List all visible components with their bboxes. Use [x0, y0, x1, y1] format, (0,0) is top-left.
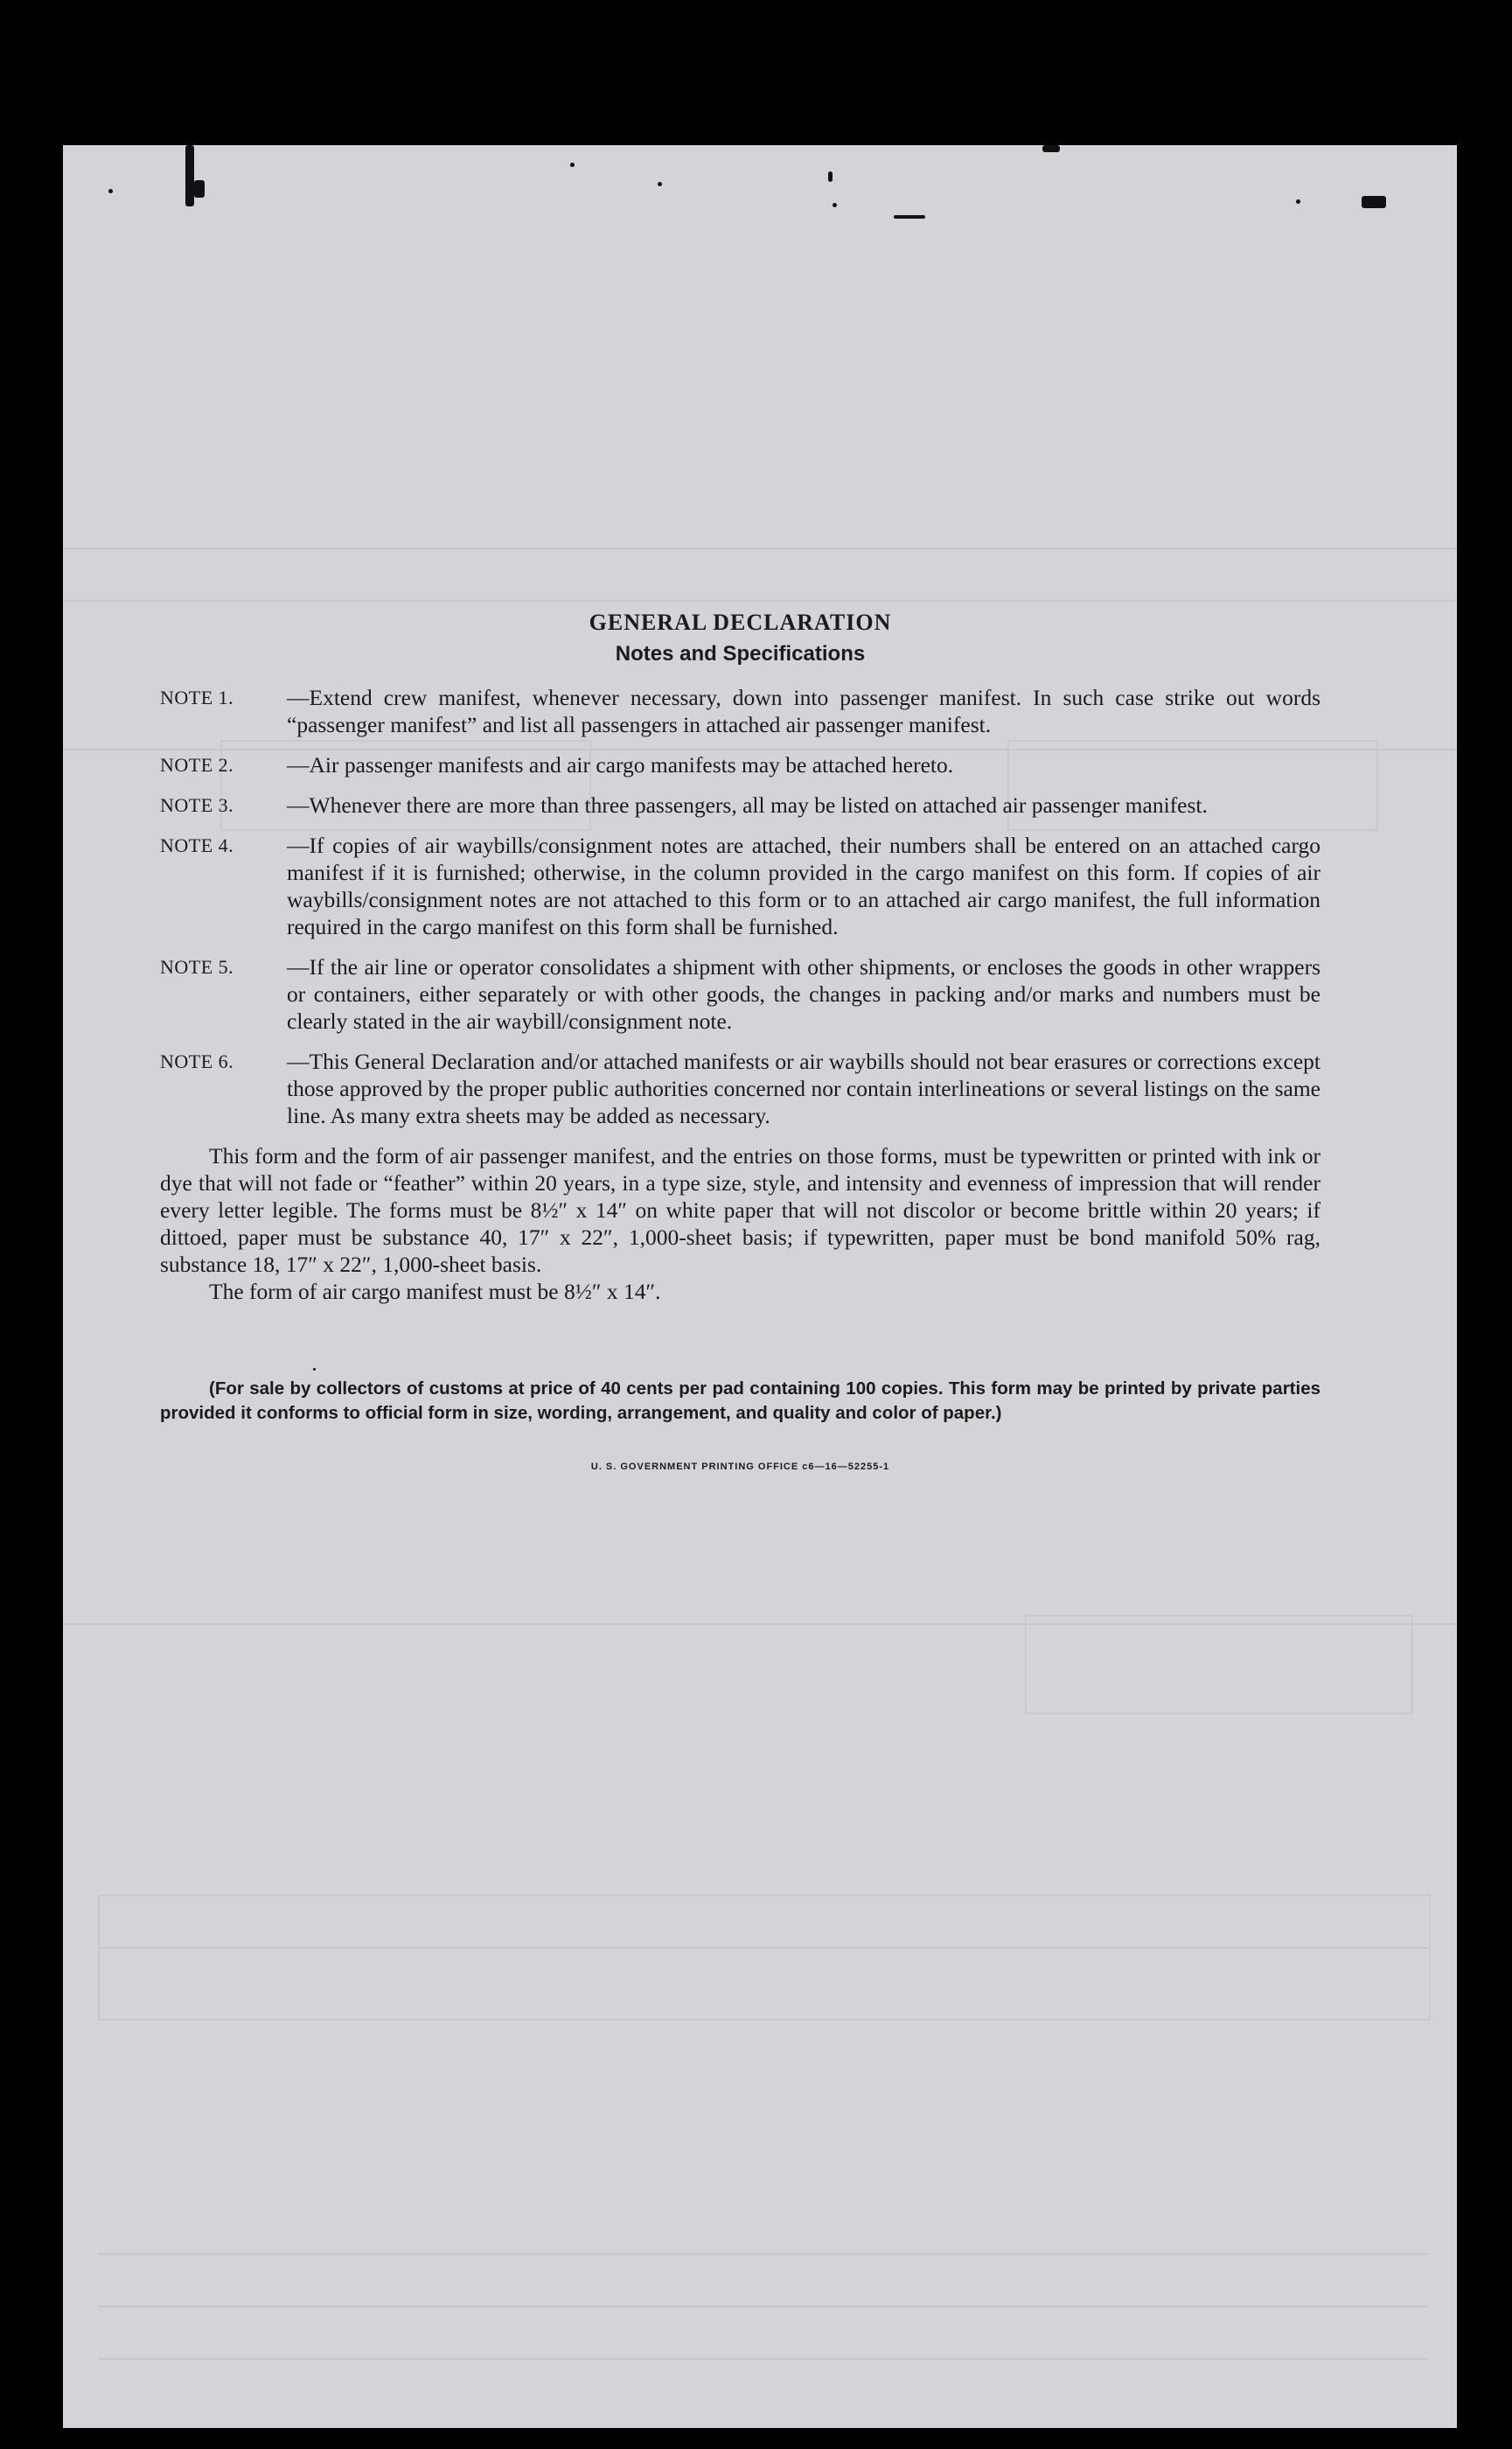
note-text: —This General Declaration and/or attached manifests or air waybills should not bear erasures or corrections except those approved by the proper public authorities concerned nor contain interlineations or several listings on the same line. As many extra sheets may be added as necessary.: [287, 1049, 1320, 1128]
note-label: NOTE 4.: [160, 834, 234, 856]
document-subtitle: Notes and Specifications: [615, 642, 866, 666]
scan-artifact: [194, 180, 205, 198]
note-5: [160, 953, 1320, 1035]
note-label: NOTE 2.: [160, 754, 234, 776]
scan-artifact: [570, 163, 575, 167]
printer-imprint: U. S. GOVERNMENT PRINTING OFFICE c6—16—52255-1: [590, 1462, 890, 1472]
scan-artifact: [828, 171, 833, 182]
scan-artifact: [185, 145, 194, 206]
note-text: —If copies of air waybills/consignment notes are attached, their numbers shall be entered on an attached cargo manifest if it is furnished; otherwise, in the column provided in the cargo manifest on this form. If copies of air waybills/consignment notes are not attached to this form or to an attached air cargo manifest, the full information required in the cargo manifest on this form shall be furnished.: [287, 833, 1320, 939]
sale-notice: (For sale by collectors of customs at price of 40 cents per pad containing 100 copies. This form may be printed by private parties provided it conforms to official form in size, wording, arrangement, and quality and color of paper.): [160, 1378, 1320, 1423]
scan-artifact: [658, 182, 662, 186]
note-label: NOTE 3.: [160, 794, 234, 816]
bleed-through-rule: [98, 2253, 1427, 2255]
paper-specification-paragraph: This form and the form of air passenger manifest, and the entries on those forms, must be typewritten or printed with ink or dye that will not fade or “feather” within 20 years, in a type size, style, and intensity and evenness of impression that will render every letter legible. The forms must be 8½″ x 14″ on white paper that will not discolor or become brittle within 20 years; if dittoed, paper must be substance 40, 17″ x 22″, 1,000-sheet basis; if typewritten, paper must be bond manifold 50% rag, substance 18, 17″ x 22″, 1,000-sheet basis.: [160, 1143, 1320, 1277]
scan-artifact: [833, 203, 837, 207]
note-text: —Air passenger manifests and air cargo manifests may be attached hereto.: [287, 752, 954, 778]
declaration-notes: [160, 607, 1320, 1481]
note-1: [160, 684, 1320, 738]
note-3: [160, 792, 1320, 819]
scan-artifact: [108, 189, 113, 193]
note-label: NOTE 6.: [160, 1050, 234, 1072]
bleed-through-table: [98, 1894, 1431, 2020]
bleed-through-box: [1025, 1615, 1413, 1714]
scan-artifact: [894, 215, 925, 219]
bleed-through-rule: [98, 1947, 1427, 1949]
note-text: —If the air line or operator consolidates a shipment with other shipments, or encloses the goods in other wrappers or containers, either separately or with other goods, the changes in packing and/or marks and numbers must be clearly stated in the air waybill/consignment note.: [287, 954, 1320, 1034]
bleed-through-rule: [98, 2358, 1427, 2360]
cargo-manifest-size-paragraph: The form of air cargo manifest must be 8½″ x 14″.: [209, 1279, 661, 1304]
scan-artifact: [1296, 199, 1300, 204]
note-label: NOTE 1.: [160, 687, 234, 708]
note-text: —Whenever there are more than three passengers, all may be listed on attached air passenger manifest.: [287, 792, 1208, 818]
document-title: GENERAL DECLARATION: [589, 610, 892, 635]
note-text: —Extend crew manifest, whenever necessary, down into passenger manifest. In such case strike out words “passenger manifest” and list all passengers in attached air passenger manifest.: [287, 685, 1320, 737]
bleed-through-rule: [98, 2306, 1427, 2307]
scan-artifact: [1362, 196, 1386, 208]
bleed-through-rule: [63, 548, 1457, 549]
bleed-through-rule: [63, 600, 1457, 602]
note-2: [160, 751, 1320, 778]
note-label: NOTE 5.: [160, 956, 234, 978]
note-6: [160, 1048, 1320, 1129]
note-4: [160, 832, 1320, 940]
scan-artifact: [1042, 145, 1060, 152]
